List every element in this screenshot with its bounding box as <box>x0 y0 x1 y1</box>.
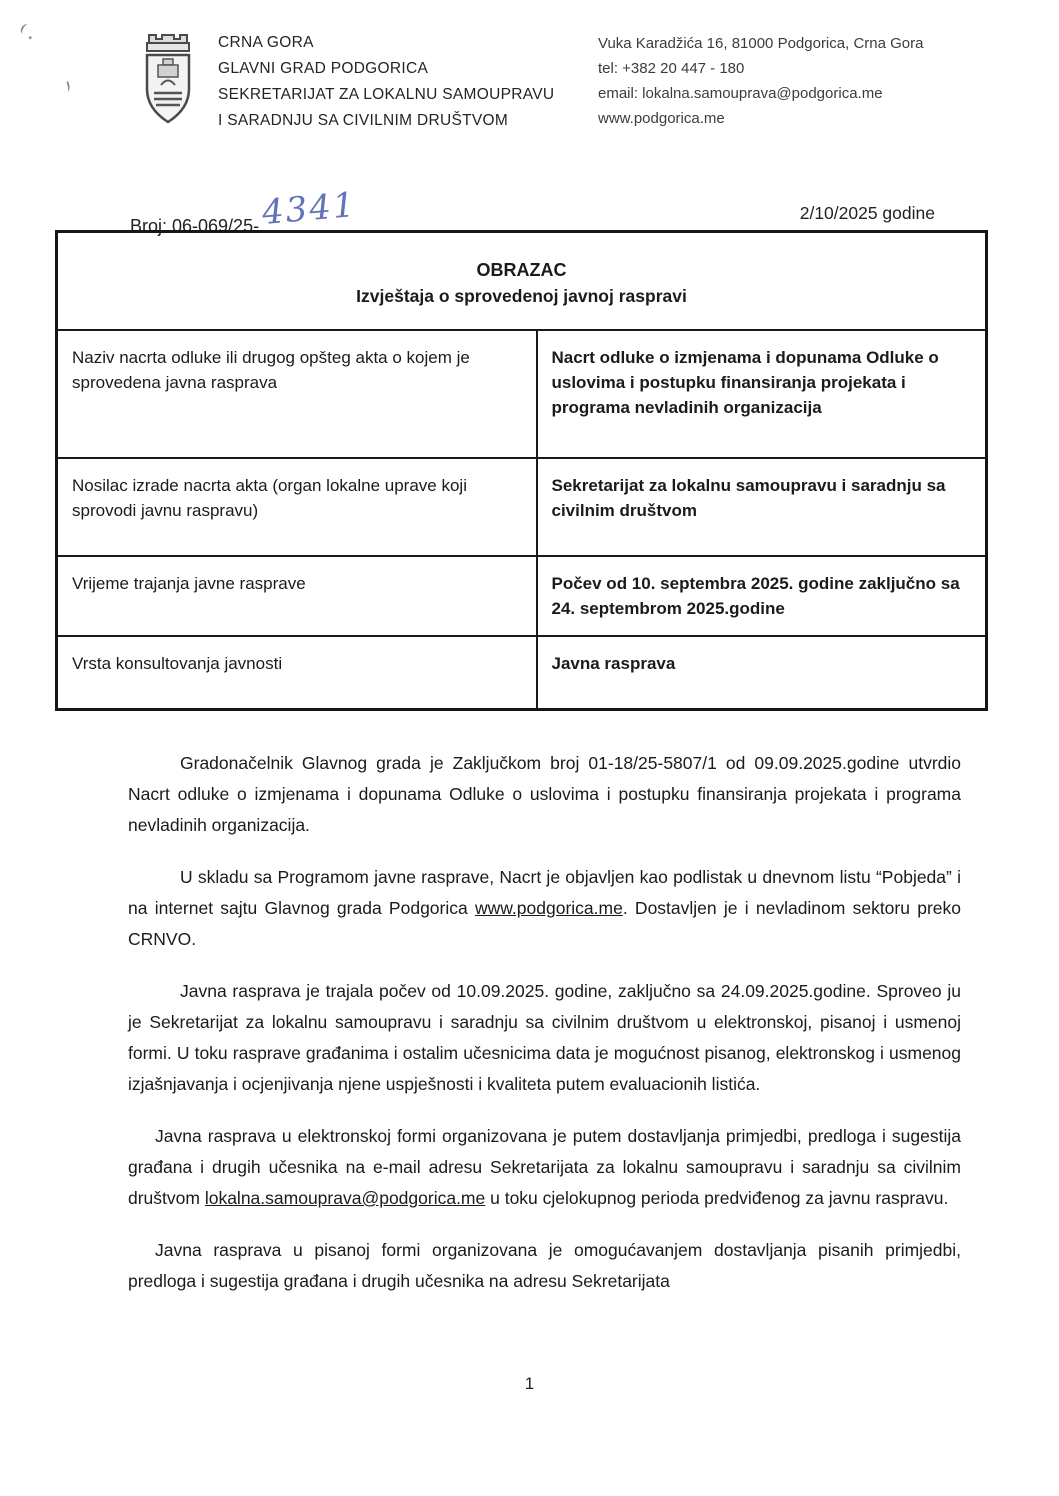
body-paragraph-5: Javna rasprava u pisanoj formi organizovana je omogućavanjem dostavljanja pisanih primjedbi, predloga i sugestija građana i drugih učesnika na adresu Sekretarijata <box>128 1240 961 1291</box>
row-label: Nosilac izrade nacrta akta (organ lokalne uprave koji sprovodi javnu raspravu) <box>57 458 537 556</box>
email-link[interactable]: lokalna.samouprava@podgorica.me <box>204 1188 486 1208</box>
row-value: Sekretarijat za lokalnu samoupravu i saradnju sa civilnim društvom <box>537 458 987 556</box>
body-paragraph-3: Javna rasprava je trajala počev od 10.09.2025. godine, zaključno sa 24.09.2025.godine. Sproveo ju je Sekretarijat za lokalnu samoupravu i saradnju sa civilnim društvom u elektronskoj, pisanoj i usmenoj formi. U toku rasprave građanima i ostalim učesnicima data je mogućnost pisanog, elektronskog i usmenog izjašnjavanja i ocjenjivanja njene uspješnosti i kvaliteta putem evaluacionih listića. <box>128 981 961 1094</box>
org-country: CRNA GORA <box>218 34 314 51</box>
org-department-line2: I SARADNJU SA CIVILNIM DRUŠTVOM <box>218 112 509 129</box>
contact-phone: tel: +382 20 447 - 180 <box>598 60 745 77</box>
row-value: Nacrt odluke o izmjenama i dopunama Odluke o uslovima i postupku finansiranja projekata i programa nevladinih organizacija <box>537 330 987 458</box>
document-body <box>128 748 961 1318</box>
pen-mark <box>62 81 72 93</box>
website-link[interactable]: www.podgorica.me <box>474 898 623 918</box>
reference-number-handwritten: 4341 <box>260 184 359 234</box>
contact-email: email: lokalna.samouprava@podgorica.me <box>598 85 883 102</box>
contact-address: Vuka Karadžića 16, 81000 Podgorica, Crna Gora <box>598 35 924 52</box>
reference-number-label: Broj: 06-069/25- <box>130 216 260 236</box>
pen-mark <box>19 23 32 37</box>
page-number: 1 <box>524 1374 535 1393</box>
letterhead-org <box>218 30 554 134</box>
row-label: Vrijeme trajanja javne rasprave <box>57 556 537 636</box>
table-row <box>57 330 987 458</box>
contact-website: www.podgorica.me <box>598 110 725 127</box>
table-title-line1: OBRAZAC <box>476 260 567 280</box>
paragraph-text: Javna rasprava u elektronskoj formi organizovana je putem dostavljanja primjedbi, predloga i sugestija građana i drugih učesnika na e-mail adresu Sekretarijata za lokalnu samoupravu i saradnju sa civilnim društvom <box>128 1126 961 1208</box>
row-value: Počev od 10. septembra 2025. godine zaključno sa 24. septembrom 2025.godine <box>537 556 987 636</box>
table-title <box>57 232 987 330</box>
table-title-row <box>57 232 987 330</box>
row-label: Naziv nacrta odluke ili drugog opšteg akta o kojem je sprovedena javna rasprava <box>57 330 537 458</box>
report-table <box>55 230 988 711</box>
org-city: GLAVNI GRAD PODGORICA <box>218 60 429 77</box>
body-paragraph-1: Gradonačelnik Glavnog grada je Zaključkom broj 01-18/25-5807/1 od 09.09.2025.godine utvrdio Nacrt odluke o izmjenama i dopunama Odluke o uslovima i postupku finansiranja projekata i programa nevladinih organizacija. <box>128 753 961 835</box>
body-paragraph-2 <box>128 862 961 955</box>
table-row <box>57 636 987 710</box>
org-department-line1: SEKRETARIJAT ZA LOKALNU SAMOUPRAVU <box>218 86 555 103</box>
table-row <box>57 458 987 556</box>
table-title-line2: Izvještaja o sprovedenoj javnoj raspravi <box>356 286 687 306</box>
paragraph-text: . Dostavljen je i nevladinom sektoru preko CRNVO. <box>128 898 961 949</box>
coat-of-arms-logo <box>139 28 197 130</box>
row-label: Vrsta konsultovanja javnosti <box>57 636 537 710</box>
paragraph-text: U skladu sa Programom javne rasprave, Nacrt je objavljen kao podlistak u dnevnom listu “Pobjeda” i na internet sajtu Glavnog grada Podgorica <box>128 867 961 918</box>
letterhead-contact <box>598 31 923 131</box>
paragraph-text: u toku cjelokupnog perioda predviđenog za javnu raspravu. <box>485 1188 949 1208</box>
table-row <box>57 556 987 636</box>
reference-date: 2/10/2025 godine <box>799 203 935 223</box>
body-paragraph-4 <box>128 1121 961 1214</box>
row-value: Javna rasprava <box>537 636 987 710</box>
